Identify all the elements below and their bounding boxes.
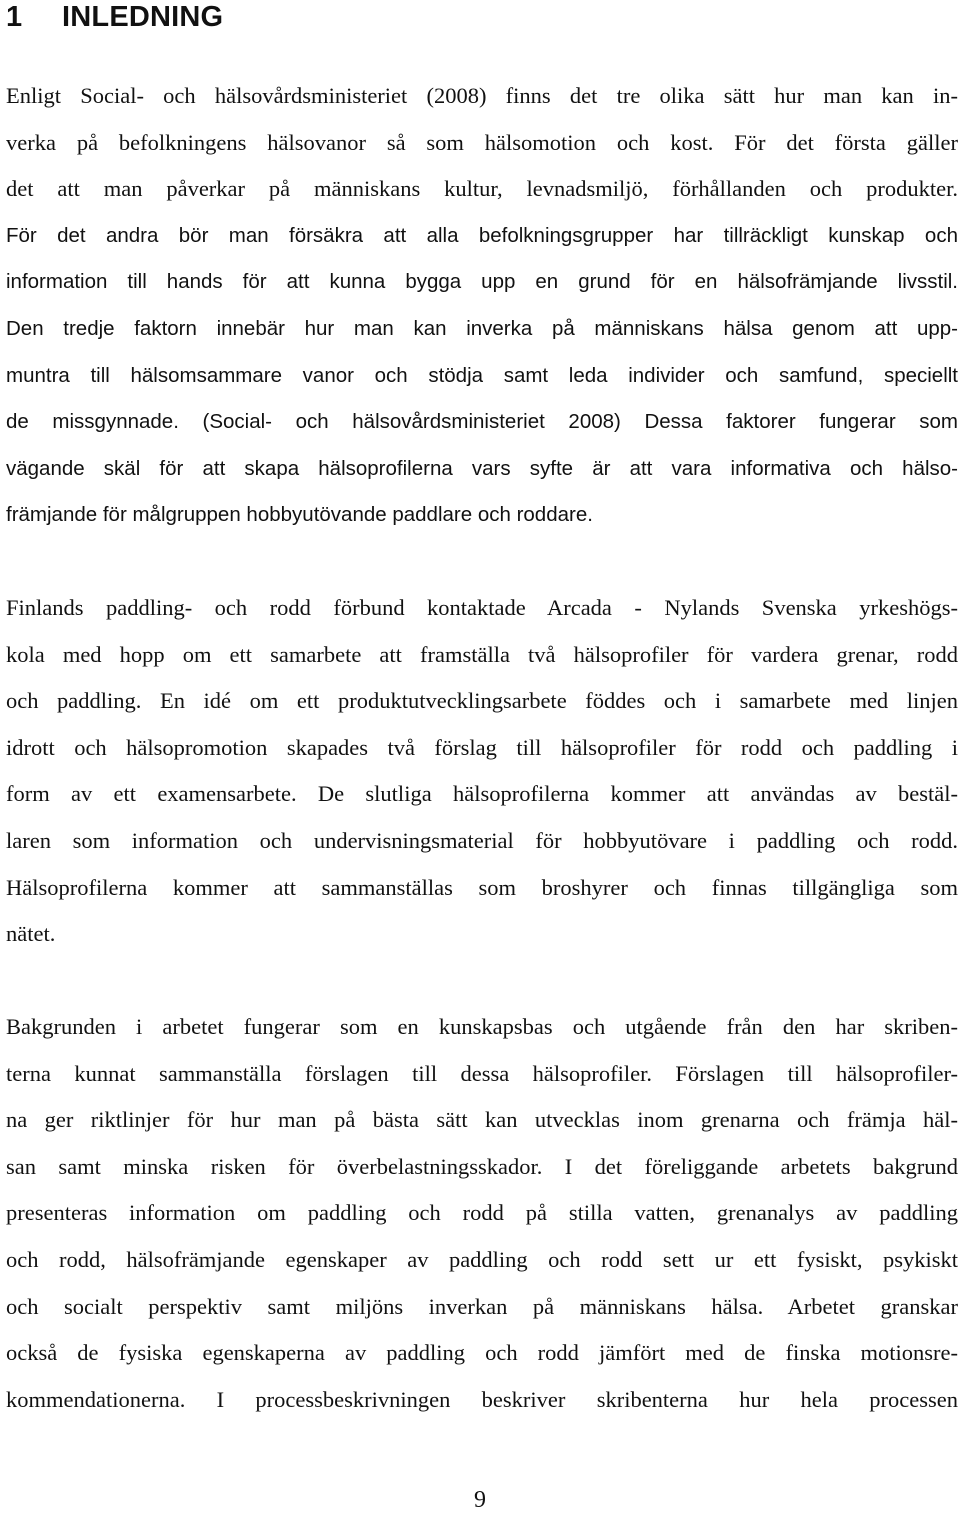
text-line: nätet.: [6, 921, 56, 947]
paragraph-1: [6, 73, 958, 539]
text-line: För det andra bör man försäkra att alla befolkningsgrupper har tillräckligt kunskap och: [6, 223, 958, 247]
paragraph-3: [6, 1004, 958, 1423]
text-line: också de fysiska egenskaperna av paddling och rodd jämfört med de finska motionsre-: [6, 1340, 958, 1366]
text-line: kommendationerna. I processbeskrivningen beskriver skribenterna hur hela processen: [6, 1386, 958, 1412]
text-line: Den tredje faktorn innebär hur man kan inverka på människans hälsa genom att upp-: [6, 316, 958, 340]
text-line: Hälsoprofilerna kommer att sammanställas som broshyrer och finnas tillgängliga som: [6, 874, 958, 900]
text-line: vägande skäl för att skapa hälsoprofilerna vars syfte är att vara informativa och hälso-: [6, 456, 958, 480]
text-line: idrott och hälsopromotion skapades två förslag till hälsoprofiler för rodd och paddling i: [6, 734, 958, 760]
text-line: och socialt perspektiv samt miljöns inverkan på människans hälsa. Arbetet granskar: [6, 1293, 958, 1319]
text-line: kola med hopp om ett samarbete att framställa två hälsoprofiler för vardera grenar, rodd: [6, 641, 958, 667]
text-line: terna kunnat sammanställa förslagen till dessa hälsoprofiler. Förslagen till hälsoprofiler-: [6, 1060, 958, 1086]
text-line: de missgynnade. (Social- och hälsovårdsministeriet 2008) Dessa faktorer fungerar som: [6, 410, 958, 434]
text-line: Bakgrunden i arbetet fungerar som en kunskapsbas och utgående från den har skriben-: [6, 1014, 958, 1039]
text-line: Enligt Social- och hälsovårdsministeriet (2008) finns det tre olika sätt hur man kan in-: [6, 83, 958, 108]
text-line: na ger riktlinjer för hur man på bästa sätt kan utvecklas inom grenarna och främja häl-: [6, 1107, 958, 1133]
text-line: och rodd, hälsofrämjande egenskaper av paddling och rodd sett ur ett fysiskt, psykiskt: [6, 1246, 958, 1272]
chapter-number: 1: [6, 1, 23, 33]
text-line: och paddling. En idé om ett produktutvecklingsarbete föddes och i samarbete med linjen: [6, 688, 958, 714]
text-line: muntra till hälsomsammare vanor och stödja samt leda individer och samfund, speciellt: [6, 363, 958, 387]
chapter-title: INLEDNING: [62, 1, 224, 33]
chapter-heading: [6, 0, 223, 34]
text-line: det att man påverkar på människans kultur, levnadsmiljö, förhållanden och produkter.: [6, 176, 958, 202]
text-line: laren som information och undervisningsmaterial för hobbyutövare i paddling och rodd.: [6, 827, 958, 853]
page-number: 9: [474, 1487, 486, 1513]
paragraph-2: [6, 585, 958, 958]
text-line: san samt minska risken för överbelastningsskador. I det föreliggande arbetets bakgrund: [6, 1153, 958, 1179]
text-line: främjande för målgruppen hobbyutövande paddlare och roddare.: [6, 503, 593, 527]
text-line: information till hands för att kunna bygga upp en grund för en hälsofrämjande livsstil.: [6, 270, 958, 294]
text-line: form av ett examensarbete. De slutliga hälsoprofilerna kommer att användas av bestäl-: [6, 781, 958, 807]
text-line: verka på befolkningens hälsovanor så som hälsomotion och kost. För det första gäller: [6, 129, 958, 155]
text-line: Finlands paddling- och rodd förbund kontaktade Arcada - Nylands Svenska yrkeshögs-: [6, 595, 958, 620]
text-line: presenteras information om paddling och rodd på stilla vatten, grenanalys av paddling: [6, 1200, 958, 1226]
